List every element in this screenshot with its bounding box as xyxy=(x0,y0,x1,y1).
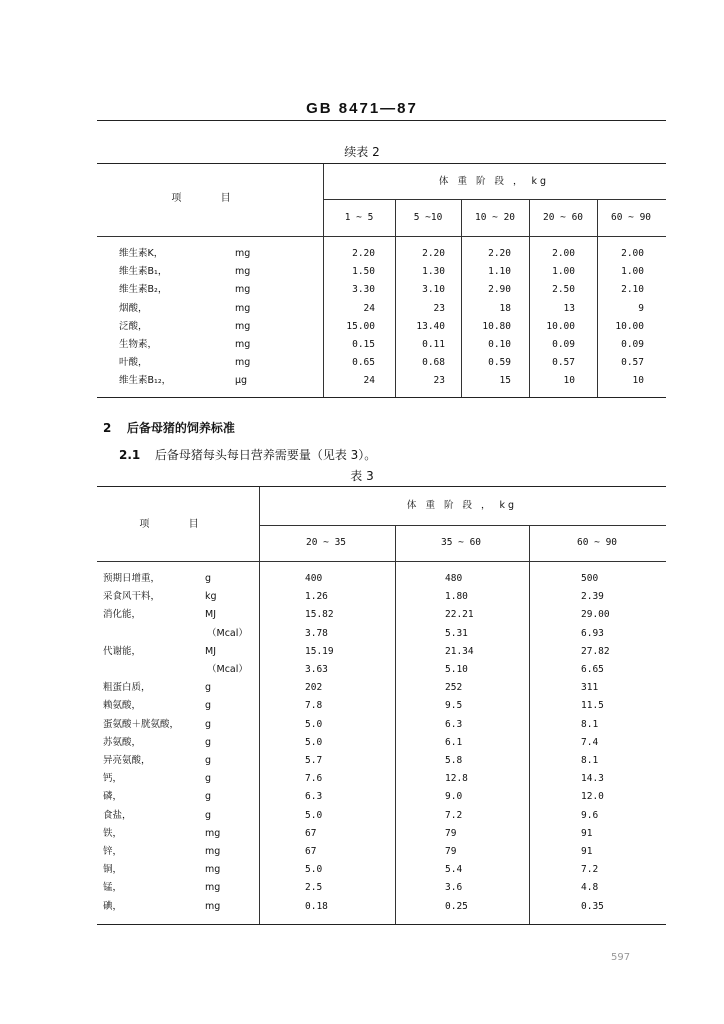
table2-cell: 0.09 xyxy=(621,339,644,350)
table2-row-unit: μg xyxy=(235,375,248,387)
table3-cell: 3.6 xyxy=(445,882,463,894)
table2-cell: 18 xyxy=(499,302,511,314)
table2-cell: 23 xyxy=(433,302,445,314)
table2-stage-header: 10 ~ 20 xyxy=(474,212,516,223)
table3-cell: 11.5 xyxy=(581,700,604,712)
table2-row-name: 泛酸， xyxy=(119,320,148,332)
table3-cell: 22.21 xyxy=(445,609,474,621)
table2-stage-label: 体 重 阶 段 ， kg xyxy=(438,176,550,187)
table3-cell: 1.80 xyxy=(445,591,468,603)
table3-cell: 79 xyxy=(445,846,457,857)
table3-cell: 5.4 xyxy=(445,864,463,876)
table3-cell: 12.8 xyxy=(445,773,468,785)
table3-row-unit: g xyxy=(205,700,212,712)
table3 xyxy=(97,486,666,925)
table2-row-unit: mg xyxy=(235,248,251,259)
table2-row-name: 维生素B₁₂， xyxy=(119,375,172,387)
table2-cell: 0.15 xyxy=(352,339,375,350)
table2-cell: 0.09 xyxy=(552,339,575,350)
table3-cell: 91 xyxy=(581,827,593,839)
table3-cell: 202 xyxy=(305,682,323,694)
table2-row-unit: mg xyxy=(235,284,251,296)
table3-row-name: 采食风干料， xyxy=(103,591,161,603)
section-2-title: 后备母猪的饲养标准 xyxy=(126,421,235,435)
table3-cell: 15.19 xyxy=(305,645,334,657)
table2-stage-header: 60 ~ 90 xyxy=(610,212,652,223)
table2-item-label: 项 目 xyxy=(171,193,249,204)
table3-cell: 5.10 xyxy=(445,664,468,675)
table2-cell: 10.00 xyxy=(546,320,575,332)
table2-cell: 2.20 xyxy=(488,248,511,259)
table3-cell: 14.3 xyxy=(581,773,604,785)
table2-row-name: 维生素B₂， xyxy=(119,284,168,296)
table3-rule xyxy=(259,525,666,526)
table3-cell: 7.6 xyxy=(305,773,323,785)
table2-rule xyxy=(323,199,666,200)
table2-cell: 0.57 xyxy=(621,357,644,369)
table2-stage-header: 20 ~ 60 xyxy=(542,212,584,223)
table2-cell: 0.57 xyxy=(552,357,575,369)
section-2-number: 2 xyxy=(103,421,112,435)
table2-cell: 2.00 xyxy=(552,248,575,259)
table2-cell: 10.00 xyxy=(615,320,644,332)
table3-divider xyxy=(259,487,260,924)
table3-divider xyxy=(395,525,396,924)
table2-cell: 24 xyxy=(363,302,375,314)
table3-cell: 7.4 xyxy=(581,736,599,748)
table3-row-unit: g xyxy=(205,809,212,821)
table3-cell: 67 xyxy=(305,827,317,839)
table3-cell: 6.3 xyxy=(305,791,323,803)
table3-caption: 表 3 xyxy=(350,469,374,483)
table3-cell: 5.8 xyxy=(445,755,463,766)
table3-row-unit: g xyxy=(205,791,212,803)
table3-row-unit: MJ xyxy=(205,609,216,621)
table2-row-name: 维生素B₁， xyxy=(119,266,168,278)
table3-cell: 5.31 xyxy=(445,627,468,639)
table2-stage-header: 1 ~ 5 xyxy=(344,212,374,223)
table3-cell: 2.39 xyxy=(581,591,604,603)
table3-row-name: 消化能， xyxy=(103,609,142,621)
table3-cell: 6.3 xyxy=(445,718,463,730)
table2-cell: 0.68 xyxy=(422,357,445,369)
table3-row-unit: g xyxy=(205,573,212,584)
table2-row-name: 叶酸， xyxy=(119,357,148,369)
table3-row-unit: mg xyxy=(205,900,221,912)
table3-row-unit: g xyxy=(205,682,212,694)
table2-cell: 13 xyxy=(563,302,575,314)
table3-row-unit: mg xyxy=(205,882,221,894)
table3-row-unit: g xyxy=(205,773,212,785)
table2-row-unit: mg xyxy=(235,266,251,278)
table3-cell: 5.0 xyxy=(305,864,323,876)
table3-row-unit: （Mcal） xyxy=(207,664,248,675)
table3-row-name: 代谢能， xyxy=(103,645,142,657)
table3-row-name: 锌， xyxy=(103,846,123,857)
table2-cell: 3.10 xyxy=(422,284,445,296)
table3-cell: 7.2 xyxy=(445,809,463,821)
table2-cell: 2.90 xyxy=(488,284,511,296)
table2-row-name: 维生素K， xyxy=(119,248,164,259)
table2-row-unit: mg xyxy=(235,302,251,314)
table3-cell: 3.63 xyxy=(305,664,328,675)
table3-row-name: 异亮氨酸， xyxy=(103,755,151,766)
table3-stage-header: 60 ~ 90 xyxy=(576,537,618,548)
table3-cell: 21.34 xyxy=(445,645,474,657)
table2-cell: 1.00 xyxy=(621,266,644,278)
table3-cell: 15.82 xyxy=(305,609,334,621)
table3-row-name: 铁， xyxy=(103,827,123,839)
table3-row-unit: mg xyxy=(205,864,221,876)
table3-row-name: 苏氨酸， xyxy=(103,736,142,748)
standard-code-header: GB 8471—87 xyxy=(306,100,418,117)
table3-cell: 5.0 xyxy=(305,718,323,730)
table2-cell: 2.20 xyxy=(352,248,375,259)
table2-row-unit: mg xyxy=(235,320,251,332)
table3-row-unit: mg xyxy=(205,846,221,857)
table3-cell: 29.00 xyxy=(581,609,610,621)
table2-cell: 23 xyxy=(433,375,445,387)
table3-cell: 3.78 xyxy=(305,627,328,639)
table3-row-name: 预期日增重， xyxy=(103,573,161,584)
table2-cell: 1.50 xyxy=(352,266,375,278)
table2-cell: 1.10 xyxy=(488,266,511,278)
table3-row-unit: g xyxy=(205,755,212,766)
table2-divider xyxy=(395,199,396,397)
table2-row-unit: mg xyxy=(235,339,251,350)
table3-item-label: 项 目 xyxy=(139,519,217,530)
table3-cell: 500 xyxy=(581,573,599,584)
table2-cell: 24 xyxy=(363,375,375,387)
table2-cell: 15.00 xyxy=(346,320,375,332)
table2-cell: 10 xyxy=(632,375,644,387)
table3-cell: 9.5 xyxy=(445,700,463,712)
page-number: 597 xyxy=(611,952,631,963)
table3-row-name: 粗蛋白质， xyxy=(103,682,151,694)
table3-row-name: 铜， xyxy=(103,864,123,876)
table3-cell: 0.25 xyxy=(445,900,468,912)
table3-rule xyxy=(97,561,666,562)
table2-divider xyxy=(529,199,530,397)
table2-stage-header: 5 ~10 xyxy=(413,212,443,223)
section-2-1-number: 2.1 xyxy=(119,448,141,462)
table2-cell: 15 xyxy=(499,375,511,387)
table3-cell: 27.82 xyxy=(581,645,610,657)
table3-cell: 480 xyxy=(445,573,463,584)
table3-cell: 400 xyxy=(305,573,323,584)
table3-cell: 0.18 xyxy=(305,900,328,912)
table3-cell: 0.35 xyxy=(581,900,604,912)
table3-cell: 6.93 xyxy=(581,627,604,639)
table3-cell: 311 xyxy=(581,682,599,694)
table3-row-name: 蛋氨酸＋胱氨酸， xyxy=(103,718,180,730)
table2-row-name: 烟酸， xyxy=(119,302,148,314)
table2 xyxy=(97,163,666,398)
section-2-1 xyxy=(119,446,376,463)
table3-row-unit: g xyxy=(205,736,212,748)
table3-cell: 12.0 xyxy=(581,791,604,803)
table3-cell: 8.1 xyxy=(581,755,599,766)
table3-cell: 79 xyxy=(445,827,457,839)
table2-divider xyxy=(597,199,598,397)
table3-row-name: 钙， xyxy=(103,773,123,785)
table2-cell: 13.40 xyxy=(416,320,445,332)
table3-cell: 6.65 xyxy=(581,664,604,675)
table3-cell: 4.8 xyxy=(581,882,599,894)
table3-divider xyxy=(529,525,530,924)
table2-caption: 续表 2 xyxy=(344,145,380,159)
table3-row-unit: mg xyxy=(205,827,221,839)
table3-row-name: 碘， xyxy=(103,900,123,912)
table3-cell: 91 xyxy=(581,846,593,857)
table2-rule xyxy=(97,236,666,237)
table3-row-unit: g xyxy=(205,718,212,730)
table3-row-unit: kg xyxy=(205,591,217,603)
table3-row-name: 食盐， xyxy=(103,809,132,821)
table3-row-name: 锰， xyxy=(103,882,123,894)
table3-cell: 1.26 xyxy=(305,591,328,603)
section-2-1-text: 后备母猪每头每日营养需要量（见表 3）。 xyxy=(154,448,377,462)
table3-cell: 9.0 xyxy=(445,791,463,803)
table3-cell: 5.0 xyxy=(305,736,323,748)
table2-cell: 9 xyxy=(638,302,644,314)
table2-cell: 2.20 xyxy=(422,248,445,259)
table3-row-name: 磷， xyxy=(103,791,123,803)
table3-row-unit: （Mcal） xyxy=(207,627,248,639)
table3-cell: 5.0 xyxy=(305,809,323,821)
table3-cell: 2.5 xyxy=(305,882,323,894)
table2-cell: 10 xyxy=(563,375,575,387)
section-2-heading xyxy=(103,419,235,436)
table2-cell: 2.00 xyxy=(621,248,644,259)
table2-cell: 0.11 xyxy=(422,339,445,350)
table2-cell: 0.59 xyxy=(488,357,511,369)
header-rule xyxy=(97,120,666,121)
table3-cell: 67 xyxy=(305,846,317,857)
table3-row-unit: MJ xyxy=(205,645,216,657)
table2-cell: 10.80 xyxy=(482,320,511,332)
table3-cell: 7.8 xyxy=(305,700,323,712)
table3-cell: 7.2 xyxy=(581,864,599,876)
table2-cell: 3.30 xyxy=(352,284,375,296)
table3-cell: 8.1 xyxy=(581,718,599,730)
table2-cell: 2.10 xyxy=(621,284,644,296)
table2-cell: 1.00 xyxy=(552,266,575,278)
table2-row-name: 生物素， xyxy=(119,339,158,350)
table2-cell: 1.30 xyxy=(422,266,445,278)
table3-cell: 5.7 xyxy=(305,755,323,766)
table2-row-unit: mg xyxy=(235,357,251,369)
table2-cell: 0.65 xyxy=(352,357,375,369)
table2-cell: 0.10 xyxy=(488,339,511,350)
table3-stage-label: 体 重 阶 段 ， kg xyxy=(406,500,518,511)
table3-cell: 252 xyxy=(445,682,463,694)
table3-cell: 9.6 xyxy=(581,809,599,821)
table2-divider xyxy=(461,199,462,397)
table3-row-name: 赖氨酸， xyxy=(103,700,142,712)
table2-cell: 2.50 xyxy=(552,284,575,296)
table3-cell: 6.1 xyxy=(445,736,463,748)
table3-stage-header: 35 ~ 60 xyxy=(440,537,482,548)
table3-stage-header: 20 ~ 35 xyxy=(305,537,347,548)
